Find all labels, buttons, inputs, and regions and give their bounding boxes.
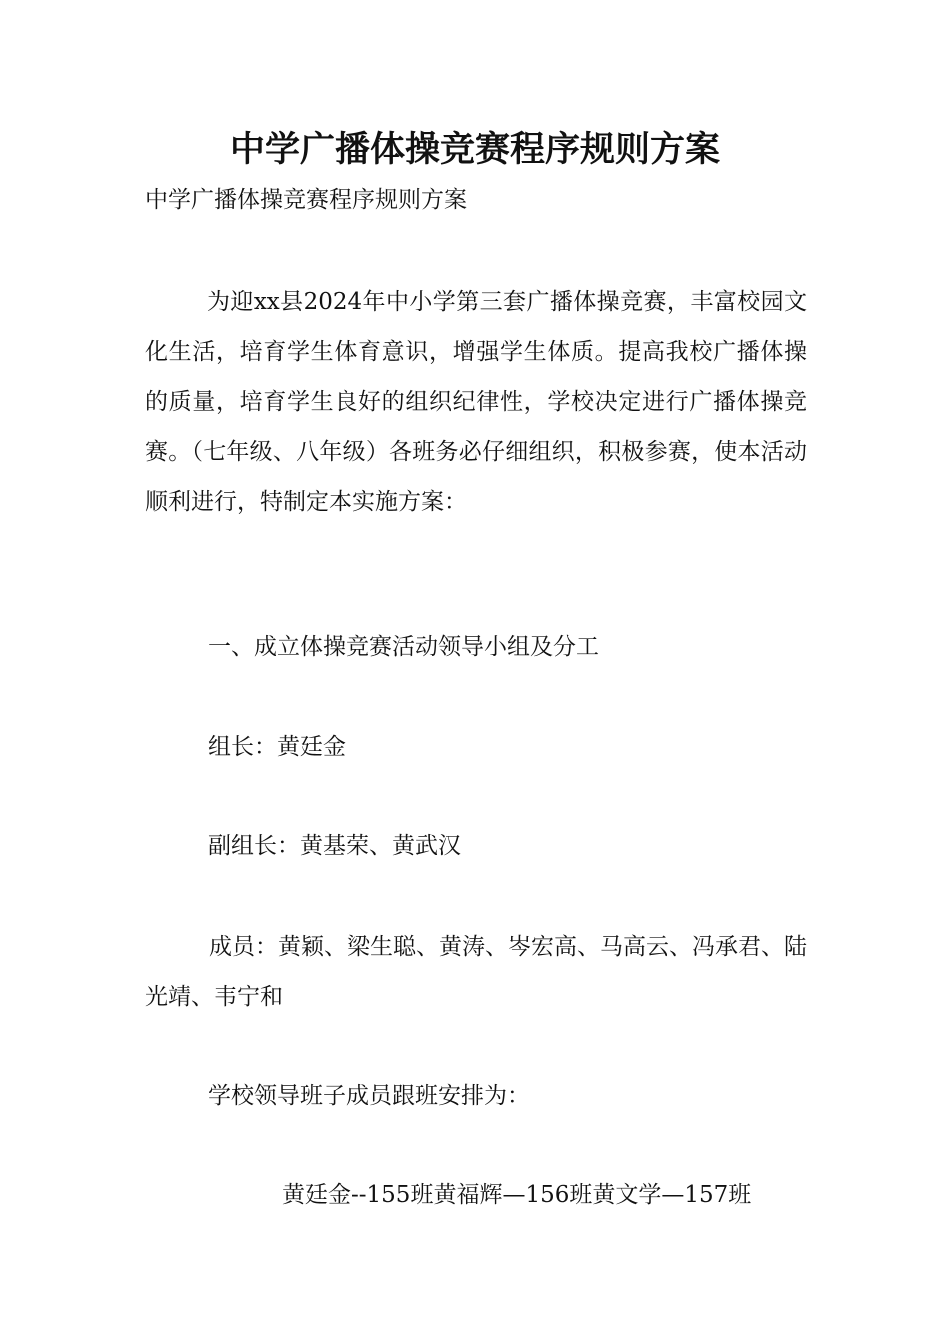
section-heading: 一、成立体操竞赛活动领导小组及分工	[208, 634, 599, 660]
members-paragraph: 成员：黄颖、梁生聪、黄涛、岑宏高、马高云、冯承君、陆光靖、韦宁和	[145, 934, 807, 1010]
assignment-heading: 学校领导班子成员跟班安排为：	[208, 1083, 530, 1109]
assignment-line: 黄廷金--155班黄福辉—156班黄文学—157班	[282, 1182, 752, 1208]
document-title: 中学广播体操竞赛程序规则方案	[229, 130, 720, 170]
intro-paragraph: 为迎xx县2024年中小学第三套广播体操竞赛，丰富校园文化生活，培育学生体育意识，增强学生体质。提高我校广播体操的质量，培育学生良好的组织纪律性，学校决定进行广播体操竞赛。（七年级、八年级）各班务必仔细组织，积极参赛，使本活动顺利进行，特制定本实施方案：	[145, 289, 807, 515]
leader-line: 组长：黄廷金	[208, 734, 346, 760]
document-subtitle: 中学广播体操竞赛程序规则方案	[145, 187, 467, 213]
deputy-leader-line: 副组长：黄基荣、黄武汉	[208, 833, 461, 859]
